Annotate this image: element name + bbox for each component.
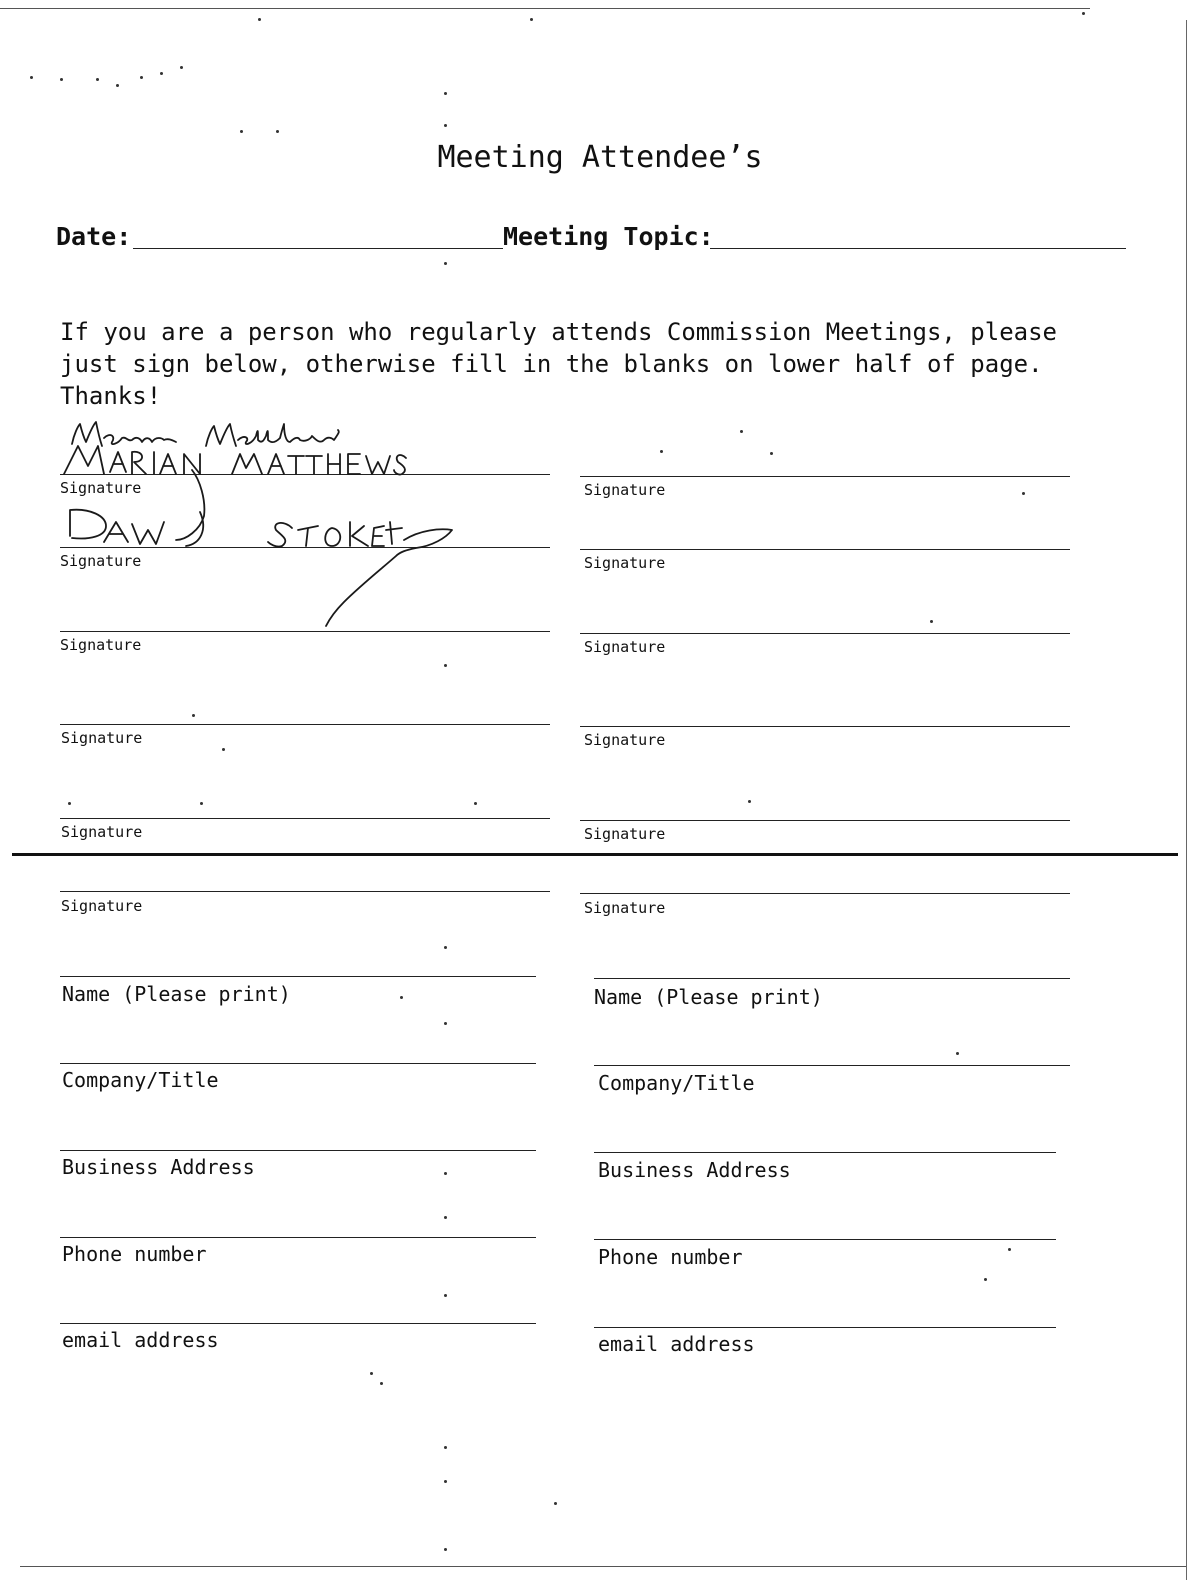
printed-signature-david-stokes bbox=[70, 470, 452, 626]
cursive-signature-marian bbox=[72, 422, 339, 446]
scan-speck bbox=[222, 748, 225, 751]
scan-speck bbox=[444, 946, 447, 949]
signature-label: Signature bbox=[584, 731, 666, 749]
scan-speck bbox=[444, 1548, 447, 1551]
scan-speck bbox=[444, 1294, 447, 1297]
signature-label: Signature bbox=[61, 823, 143, 841]
phone-label-left: Phone number bbox=[62, 1242, 207, 1266]
scan-speck bbox=[444, 1216, 447, 1219]
scan-speck bbox=[380, 1382, 383, 1385]
scan-speck bbox=[96, 78, 99, 81]
instructions-line: If you are a person who regularly attends Commission Meetings, please bbox=[60, 318, 1057, 346]
scan-speck bbox=[400, 996, 403, 999]
scan-speck bbox=[1008, 1248, 1011, 1251]
meeting-topic-label: Meeting Topic: bbox=[503, 222, 714, 251]
scan-speck bbox=[740, 430, 743, 433]
scan-speck bbox=[444, 1172, 447, 1175]
scan-speck bbox=[60, 78, 63, 81]
scan-speck bbox=[660, 450, 663, 453]
scan-speck bbox=[444, 92, 447, 95]
scan-speck bbox=[984, 1278, 987, 1281]
scan-speck bbox=[68, 802, 71, 805]
date-label: Date: bbox=[56, 222, 132, 251]
scan-speck bbox=[180, 66, 183, 69]
printed-name-marian bbox=[64, 446, 406, 475]
email-label-left: email address bbox=[62, 1328, 219, 1352]
address-label-left: Business Address bbox=[62, 1155, 255, 1179]
scan-speck bbox=[240, 130, 243, 133]
signature-label: Signature bbox=[584, 554, 666, 572]
scan-speck bbox=[30, 76, 33, 79]
signature-label: Signature bbox=[584, 481, 666, 499]
company-label-left: Company/Title bbox=[62, 1068, 219, 1092]
scan-speck bbox=[258, 18, 261, 21]
signature-label: Signature bbox=[584, 825, 666, 843]
scan-speck bbox=[748, 800, 751, 803]
scan-speck bbox=[930, 620, 933, 623]
scan-speck bbox=[370, 1372, 373, 1375]
scan-speck bbox=[444, 1480, 447, 1483]
name-label-left: Name (Please print) bbox=[62, 982, 291, 1006]
scan-speck bbox=[116, 84, 119, 87]
signature-label: Signature bbox=[60, 479, 142, 497]
scan-speck bbox=[530, 18, 533, 21]
email-label-right: email address bbox=[598, 1332, 755, 1356]
page-title: Meeting Attendee’s bbox=[437, 140, 763, 175]
signature-label: Signature bbox=[584, 638, 666, 656]
company-label-right: Company/Title bbox=[598, 1071, 755, 1095]
scan-speck bbox=[956, 1052, 959, 1055]
scan-speck bbox=[474, 802, 477, 805]
scan-speck bbox=[140, 76, 143, 79]
signature-label: Signature bbox=[61, 729, 143, 747]
instructions-line: just sign below, otherwise fill in the blanks on lower half of page. bbox=[60, 350, 1043, 378]
scan-speck bbox=[554, 1502, 557, 1505]
scan-speck bbox=[1022, 492, 1025, 495]
scan-speck bbox=[160, 72, 163, 75]
instructions-line: Thanks! bbox=[60, 382, 162, 410]
scan-speck bbox=[200, 802, 203, 805]
scan-speck bbox=[192, 714, 195, 717]
name-label-right: Name (Please print) bbox=[594, 985, 823, 1009]
signature-label: Signature bbox=[584, 899, 666, 917]
scan-speck bbox=[444, 1022, 447, 1025]
scan-speck bbox=[444, 124, 447, 127]
signature-label: Signature bbox=[60, 552, 142, 570]
phone-label-right: Phone number bbox=[598, 1245, 743, 1269]
address-label-right: Business Address bbox=[598, 1158, 791, 1182]
signature-label: Signature bbox=[60, 636, 142, 654]
scan-speck bbox=[770, 452, 773, 455]
scan-speck bbox=[444, 262, 447, 265]
scan-speck bbox=[444, 664, 447, 667]
scan-speck bbox=[1082, 12, 1085, 15]
scan-speck bbox=[444, 1446, 447, 1449]
signature-label: Signature bbox=[61, 897, 143, 915]
scan-speck bbox=[276, 130, 279, 133]
